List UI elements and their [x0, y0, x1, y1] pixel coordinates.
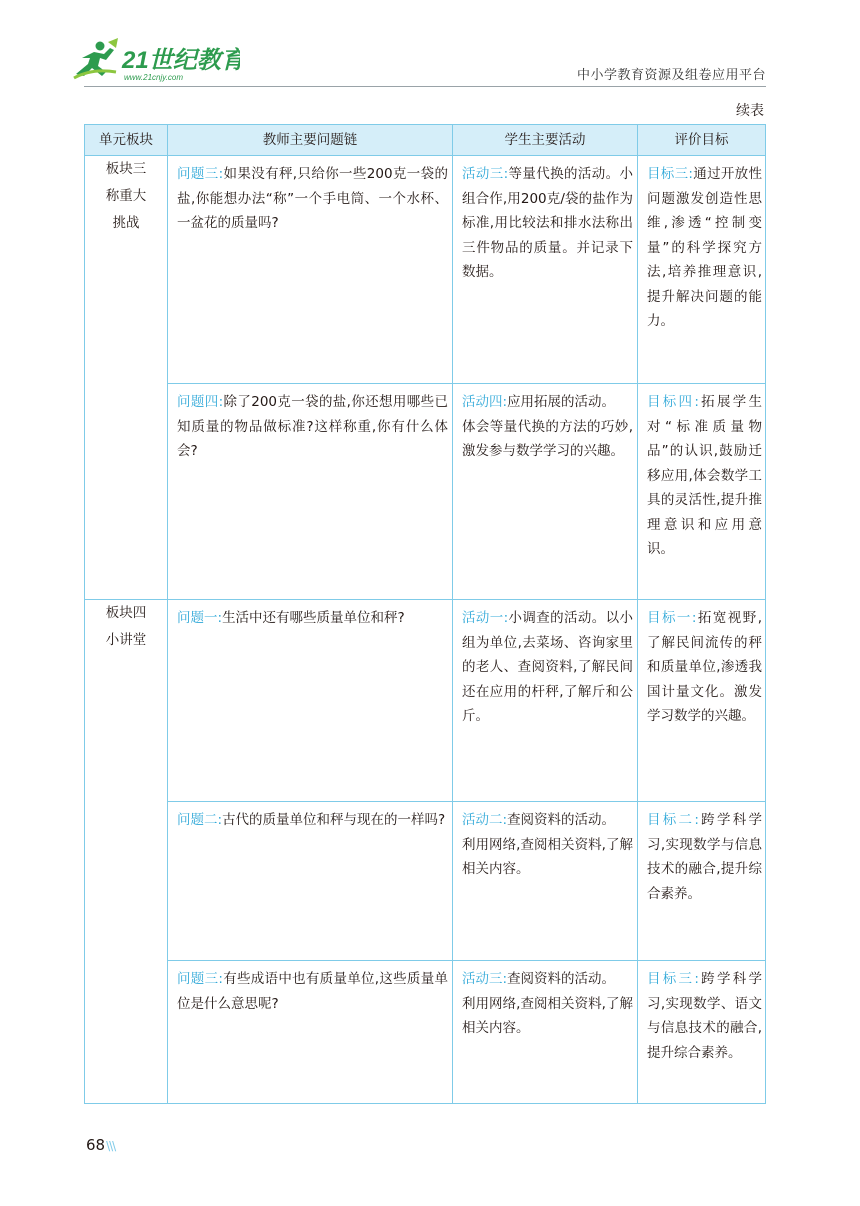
- goal-text: 拓展学生对“标准质量物品”的认识,鼓励迁移应用,体会数学工具的灵活性,提升推理意识和应用意识。: [647, 394, 762, 557]
- question-label: 问题一:: [177, 610, 223, 626]
- activity-text: 小调查的活动。以小组为单位,去菜场、咨询家里的老人、查阅资料,了解民间还在应用的杆秤,了解斤和公斤。: [462, 610, 633, 724]
- activity-text: 查阅资料的活动。: [507, 971, 616, 987]
- goal-text: 跨学科学习,实现数学与信息技术的融合,提升综合素养。: [647, 812, 762, 902]
- module-cell: [85, 600, 168, 1104]
- question-label: 问题三:: [177, 971, 223, 987]
- goal-label: 目标三:: [647, 971, 699, 987]
- module-cell: [85, 156, 168, 600]
- question-label: 问题三:: [177, 166, 224, 182]
- slash-decoration-icon: \\\: [106, 1139, 116, 1153]
- site-logo: [72, 38, 240, 84]
- table-row: [85, 961, 766, 1104]
- column-header-module: 单元板块: [85, 125, 168, 156]
- goal-text: 通过开放性问题激发创造性思维,渗透“控制变量”的科学探究方法,培养推理意识,提升解决问题的能力。: [647, 166, 762, 329]
- logo-wordmark: 21世纪教育: [122, 47, 240, 74]
- module-label-line: 板块四: [105, 605, 147, 621]
- question-text: 生活中还有哪些质量单位和秤?: [222, 610, 405, 626]
- table-row: [85, 384, 766, 600]
- goal-cell: [638, 384, 766, 600]
- question-cell: [168, 156, 453, 384]
- question-label: 问题四:: [177, 394, 224, 410]
- platform-name: 中小学教育资源及组卷应用平台: [576, 68, 766, 83]
- page-number-text: 68: [86, 1136, 106, 1154]
- activity-cell: [453, 156, 638, 384]
- column-header-activities: 学生主要活动: [453, 125, 638, 156]
- activity-cell: [453, 384, 638, 600]
- goal-label: 目标一:: [647, 610, 697, 626]
- question-text: 古代的质量单位和秤与现在的一样吗?: [222, 812, 446, 828]
- module-label-line: 称重大: [105, 188, 147, 204]
- table-row: [85, 156, 766, 384]
- lesson-table: [84, 124, 766, 1104]
- activity-extra-text: 体会等量代换的方法的巧妙,激发参与数学学习的兴趣。: [462, 418, 633, 459]
- activity-label: 活动四:: [462, 394, 508, 410]
- activity-label: 活动一:: [462, 610, 509, 626]
- table-header-row: [85, 125, 766, 156]
- activity-label: 活动三:: [462, 971, 508, 987]
- goal-cell: [638, 802, 766, 961]
- activity-extra-text: 利用网络,查阅相关资料,了解相关内容。: [462, 836, 633, 877]
- continued-label: 续表: [736, 103, 764, 119]
- goal-cell: [638, 600, 766, 802]
- question-cell: [168, 384, 453, 600]
- question-cell: [168, 802, 453, 961]
- goal-label: 目标二:: [647, 812, 699, 828]
- activity-extra-text: 利用网络,查阅相关资料,了解相关内容。: [462, 995, 633, 1036]
- header-divider: [84, 86, 766, 87]
- goal-cell: [638, 156, 766, 384]
- question-text: 有些成语中也有质量单位,这些质量单位是什么意思呢?: [177, 971, 448, 1012]
- activity-text: 等量代换的活动。小组合作,用200克/袋的盐作为标准,用比较法和排水法称出三件物品的质量。并记录下数据。: [462, 166, 633, 280]
- logo-url: www.21cnjy.com: [124, 73, 183, 82]
- runner-icon: [74, 38, 118, 78]
- column-header-questions: 教师主要问题链: [168, 125, 453, 156]
- activity-cell: [453, 961, 638, 1104]
- module-label-line: 挑战: [112, 215, 140, 231]
- table-row: [85, 802, 766, 961]
- activity-cell: [453, 802, 638, 961]
- question-cell: [168, 961, 453, 1104]
- module-label-line: 板块三: [105, 161, 147, 177]
- activity-label: 活动二:: [462, 812, 508, 828]
- goal-text: 跨学科学习,实现数学、语文与信息技术的融合,提升综合素养。: [647, 971, 762, 1061]
- activity-cell: [453, 600, 638, 802]
- question-label: 问题二:: [177, 812, 223, 828]
- module-label-line: 小讲堂: [105, 632, 147, 648]
- goal-label: 目标三:: [647, 166, 693, 182]
- activity-label: 活动三:: [462, 166, 509, 182]
- page-number: [86, 1136, 115, 1154]
- column-header-goals: 评价目标: [638, 125, 766, 156]
- goal-cell: [638, 961, 766, 1104]
- goal-text: 拓宽视野,了解民间流传的秤和质量单位,渗透我国计量文化。激发学习数学的兴趣。: [647, 610, 762, 724]
- activity-text: 查阅资料的活动。: [507, 812, 616, 828]
- goal-label: 目标四:: [647, 394, 699, 410]
- table-row: [85, 600, 766, 802]
- question-cell: [168, 600, 453, 802]
- activity-text: 应用拓展的活动。: [507, 394, 616, 410]
- question-text: 如果没有秤,只给你一些200克一袋的盐,你能想办法“称”一个手电筒、一个水杯、一盆花的质量吗?: [177, 166, 448, 231]
- question-text: 除了200克一袋的盐,你还想用哪些已知质量的物品做标准?这样称重,你有什么体会?: [177, 394, 448, 459]
